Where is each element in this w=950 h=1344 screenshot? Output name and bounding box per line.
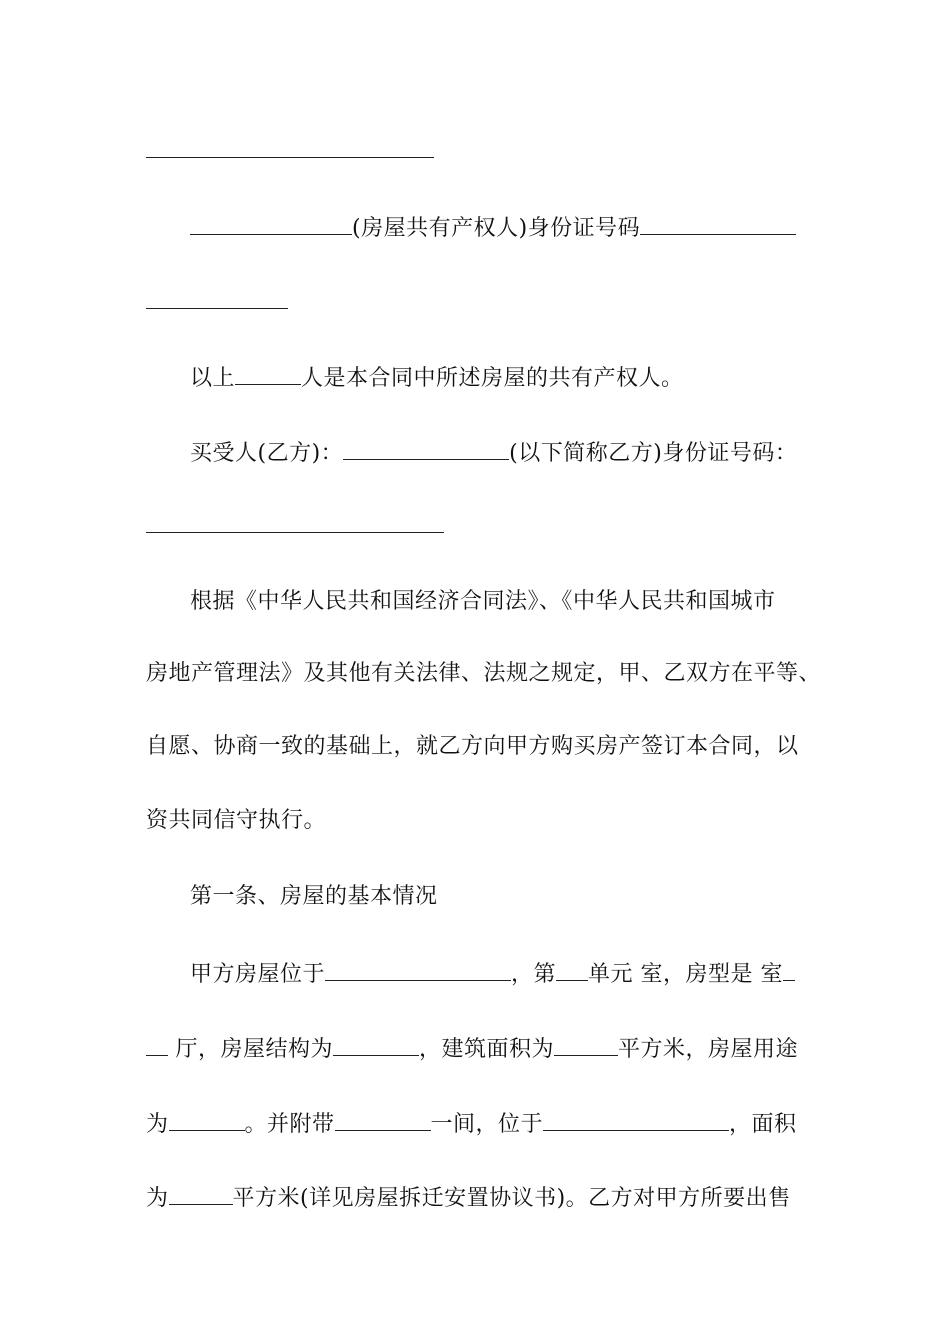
text-segment: 以上 xyxy=(190,366,236,391)
blank-field xyxy=(343,437,509,460)
blank-rule xyxy=(146,157,434,158)
text-segment: 人是本合同中所述房屋的共有产权人。 xyxy=(301,366,684,391)
text-segment: 。并附带 xyxy=(244,1112,335,1137)
section-heading xyxy=(190,882,438,912)
text-segment: 根据《中华人民共和国经济合同法》、《中华人民共和国城市 xyxy=(190,589,776,614)
buyer-line xyxy=(190,437,797,469)
clause-line xyxy=(146,1182,791,1214)
blank-field xyxy=(146,1033,168,1056)
clause-line xyxy=(190,958,795,990)
text-segment: 自愿、协商一致的基础上，就乙方向甲方购买房产签订本合同，以 xyxy=(146,734,799,759)
co-owner-count-line xyxy=(190,362,684,394)
blank-field xyxy=(169,1108,245,1131)
buyer-label: 买受人(乙方)： xyxy=(190,441,344,466)
paragraph-line xyxy=(146,806,326,836)
text-segment: 一间，位于 xyxy=(430,1112,544,1137)
text-segment: ，面积 xyxy=(729,1112,797,1137)
blank-field xyxy=(543,1108,729,1131)
text-segment: 为 xyxy=(146,1186,169,1211)
blank-field xyxy=(235,362,301,385)
text-segment: 房地产管理法》及其他有关法律、法规之规定，甲、乙双方在平等、 xyxy=(146,661,822,686)
clause-line xyxy=(146,1108,797,1140)
buyer-id-label: (以下简称乙方)身份证号码： xyxy=(509,441,798,466)
blank-field xyxy=(556,958,588,981)
co-owner-label: (房屋共有产权人)身份证号码 xyxy=(352,216,641,241)
heading-text: 第一条、房屋的基本情况 xyxy=(190,884,438,909)
text-segment: 甲方房屋位于 xyxy=(190,962,326,987)
blank-rule xyxy=(146,308,288,309)
paragraph-line xyxy=(190,587,776,617)
text-segment: 为 xyxy=(146,1112,169,1137)
paragraph-line xyxy=(146,732,799,762)
blank-field xyxy=(554,1033,618,1056)
blank-field xyxy=(190,212,352,235)
blank-field xyxy=(783,958,795,981)
blank-field xyxy=(169,1182,233,1205)
text-segment: ，第 xyxy=(511,962,557,987)
text-segment: 平方米(详见房屋拆迁安置协议书)。乙方对甲方所要出售 xyxy=(232,1186,791,1211)
text-segment: 资共同信守执行。 xyxy=(146,808,327,833)
blank-field xyxy=(335,1108,431,1131)
blank-field xyxy=(640,212,796,235)
clause-line xyxy=(146,1033,798,1065)
text-segment: 单元 室，房型是 室 xyxy=(588,962,784,987)
co-owner-line xyxy=(190,212,796,244)
text-segment: 平方米，房屋用途 xyxy=(618,1037,799,1062)
blank-field xyxy=(333,1033,419,1056)
paragraph-line xyxy=(146,659,821,689)
blank-field xyxy=(325,958,511,981)
text-segment: 厅，房屋结构为 xyxy=(175,1037,334,1062)
text-segment: ，建筑面积为 xyxy=(419,1037,555,1062)
blank-rule xyxy=(146,532,444,533)
